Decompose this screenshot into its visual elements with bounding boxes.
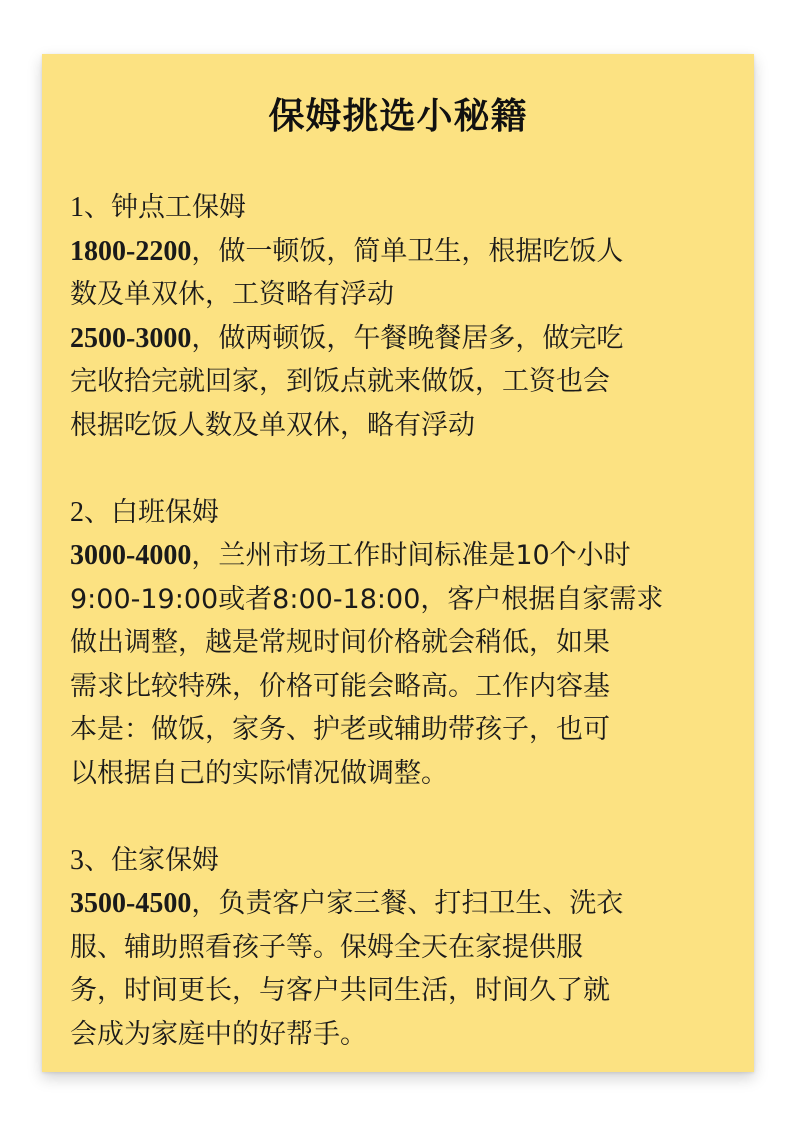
- section-number: 3: [70, 844, 84, 876]
- line-text: 需求比较特殊，价格可能会略高。工作内容基: [70, 670, 610, 702]
- text-line: [70, 534, 732, 578]
- section-heading: [70, 186, 732, 230]
- section-title: 、住家保姆: [84, 844, 219, 876]
- section-title: 、钟点工保姆: [84, 192, 246, 223]
- line-text: 9:00-19:00或者8:00-18:00，客户根据自家需求: [70, 583, 664, 615]
- text-line: [70, 360, 732, 404]
- line-text: 做出调整，越是常规时间价格就会稍低，如果: [70, 627, 610, 658]
- section-spacer: [70, 795, 732, 839]
- section-spacer: [70, 447, 732, 491]
- price-range: 1800-2200: [70, 235, 192, 267]
- line-text: 以根据自己的实际情况做调整。: [70, 757, 448, 789]
- line-text: 服、辅助照看孩子等。保姆全天在家提供服: [70, 931, 583, 963]
- section-live-in-nanny: [70, 839, 732, 1057]
- price-range: 3000-4000: [70, 540, 192, 571]
- text-line: [70, 665, 732, 709]
- text-line: [70, 273, 732, 317]
- text-line: [70, 621, 732, 665]
- text-line: [70, 230, 732, 274]
- line-text: 会成为家庭中的好帮手。: [70, 1018, 367, 1050]
- text-line: [70, 708, 732, 752]
- text-line: [70, 926, 732, 970]
- text-line: [70, 1013, 732, 1057]
- tips-card: [42, 54, 754, 1072]
- section-number: 2: [70, 496, 84, 528]
- section-hourly-nanny: [70, 186, 732, 447]
- line-text: ，做一顿饭，简单卫生，根据吃饭人: [191, 235, 624, 267]
- line-text: 完收拾完就回家，到饭点就来做饭，工资也会: [70, 366, 610, 397]
- section-day-nanny: [70, 491, 732, 796]
- text-line: [70, 882, 732, 926]
- line-text: ，兰州市场工作时间标准是10个小时: [191, 540, 631, 571]
- section-number: 1: [70, 192, 84, 223]
- text-line: [70, 752, 732, 796]
- line-text: ，负责客户家三餐、打扫卫生、洗衣: [191, 888, 624, 919]
- text-line: [70, 404, 732, 448]
- line-text: 本是：做饭，家务、护老或辅助带孩子，也可: [70, 714, 610, 745]
- price-range: 2500-3000: [70, 322, 192, 354]
- line-text: 数及单双休，工资略有浮动: [70, 279, 394, 310]
- content-body: [70, 186, 732, 1056]
- section-title: 、白班保姆: [84, 496, 219, 528]
- text-line: [70, 969, 732, 1013]
- text-line: [70, 578, 732, 622]
- text-line: [70, 317, 732, 361]
- section-heading: [70, 839, 732, 883]
- page-title: 保姆挑选小秘籍: [268, 96, 528, 137]
- price-range: 3500-4500: [70, 888, 192, 919]
- line-text: 根据吃饭人数及单双休，略有浮动: [70, 409, 475, 441]
- section-heading: [70, 491, 732, 535]
- line-text: 务，时间更长，与客户共同生活，时间久了就: [70, 975, 610, 1006]
- line-text: ，做两顿饭，午餐晚餐居多，做完吃: [191, 322, 624, 354]
